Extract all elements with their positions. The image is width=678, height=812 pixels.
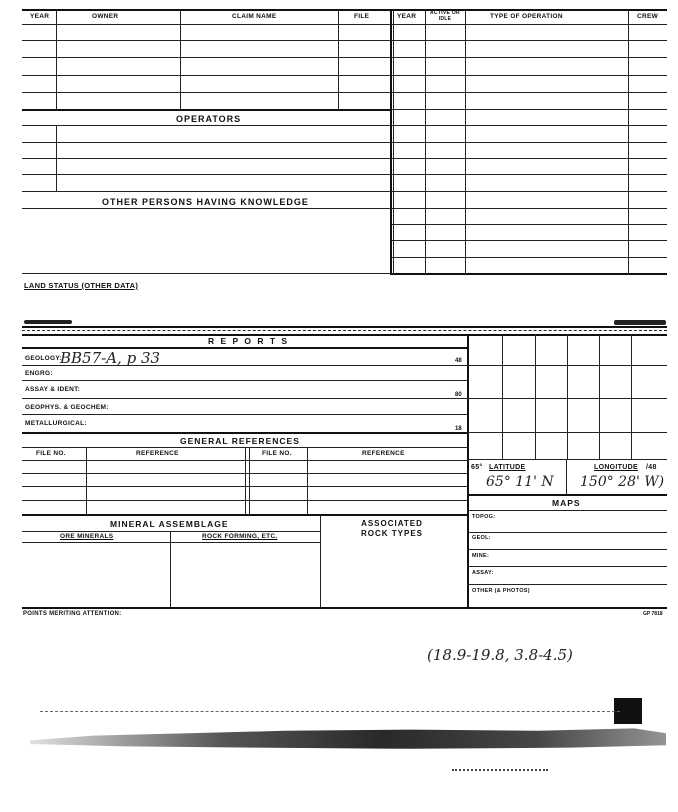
general-references-heading: GENERAL REFERENCES (180, 436, 300, 446)
ref-header-reference: REFERENCE (136, 450, 179, 457)
map-other-label: OTHER (& PHOTOS) (472, 588, 530, 594)
scan-speckle (452, 769, 548, 774)
right-smudge (614, 320, 666, 325)
longitude-label: LONGITUDE (594, 464, 638, 471)
latitude-label: LATITUDE (489, 464, 526, 471)
longitude-suffix: /48 (646, 464, 657, 471)
land-status-label: LAND STATUS (OTHER DATA) (24, 281, 139, 290)
header-owner: OWNER (92, 13, 119, 20)
report-geology-code: 48 (455, 358, 462, 364)
report-assay-label: ASSAY & IDENT: (25, 386, 81, 393)
header-year: YEAR (30, 13, 50, 20)
handwritten-note: (18.9-19.8, 3.8-4.5) (427, 646, 573, 664)
reports-heading: R E P O R T S (208, 336, 290, 346)
ref-header-file-no-2: FILE NO. (262, 450, 292, 457)
longitude-value: 150° 28' W) (580, 474, 665, 490)
header-file: FILE (354, 13, 370, 20)
left-smudge (24, 320, 72, 324)
associated-rock-types-heading: ASSOCIATED ROCK TYPES (360, 519, 423, 538)
map-geol-label: GEOL: (472, 535, 491, 541)
header-year-2: YEAR (397, 13, 417, 20)
map-assay-label: ASSAY: (472, 570, 494, 576)
report-engrg-label: ENGRG: (25, 370, 53, 377)
points-meriting-attention-label: POINTS MERITING ATTENTION: (23, 611, 122, 617)
form-number: GP 7818 (643, 611, 663, 617)
header-claim-name: CLAIM NAME (232, 13, 277, 20)
report-geology-value: BB57-A, p 33 (60, 349, 161, 367)
header-crew: CREW (637, 13, 659, 20)
rock-forming-label: ROCK FORMING, ETC. (202, 533, 278, 540)
ref-header-reference-2: REFERENCE (362, 450, 405, 457)
operators-heading: OPERATORS (176, 114, 242, 124)
report-metallurgical-code: 18 (455, 426, 462, 432)
map-mine-label: MINE: (472, 553, 490, 559)
latitude-value: 65° 11' N (486, 474, 554, 490)
ore-minerals-label: ORE MINERALS (60, 533, 114, 540)
mineral-assemblage-heading: MINERAL ASSEMBLAGE (110, 519, 229, 529)
maps-heading: MAPS (552, 498, 581, 508)
latitude-prefix: 65° (471, 464, 483, 471)
map-topog-label: TOPOG: (472, 514, 496, 520)
scan-smear-band (30, 726, 666, 750)
report-geophys-label: GEOPHYS. & GEOCHEM: (25, 404, 109, 411)
ref-header-file-no: FILE NO. (36, 450, 66, 457)
header-active-or-idle: ACTIVE OR IDLE (430, 10, 460, 22)
report-assay-code: 80 (455, 392, 462, 398)
report-metallurgical-label: METALLURGICAL: (25, 420, 87, 427)
header-type-of-operation: TYPE OF OPERATION (490, 13, 563, 20)
report-geology-label: GEOLOGY: (25, 355, 62, 362)
other-persons-heading: OTHER PERSONS HAVING KNOWLEDGE (102, 197, 309, 207)
